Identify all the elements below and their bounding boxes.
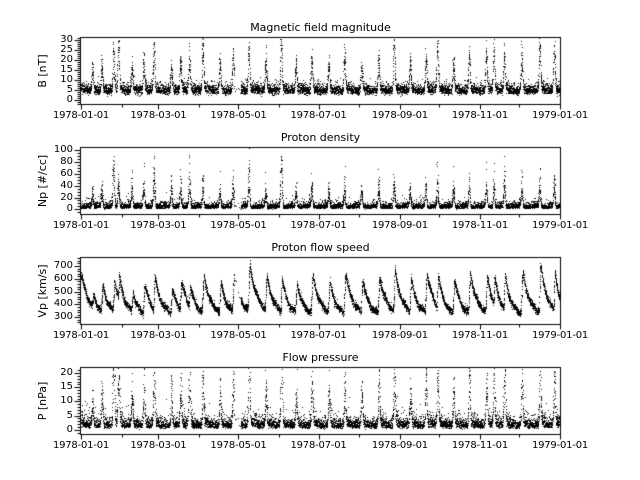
panel-3-x-tick-label: 1978-09-01 [371,330,428,341]
panel-2-y-tick-label: 60 [60,167,73,179]
panel-4-x-tick-label: 1978-01-01 [52,440,110,451]
panel-1-x-tick-label: 1978-09-01 [371,110,428,121]
panel-4-x-tick-label: 1979-01-01 [531,440,589,451]
panel-3-y-tick-label: 300 [53,311,73,323]
panel-1-x-tick-label: 1978-11-01 [451,110,508,121]
panel-3-x-tick-label: 1979-01-01 [531,330,589,341]
panel-3-title: Proton flow speed [271,241,370,254]
panel-4-y-tick-label: 10 [60,395,73,407]
panel-1-y-axis-label: B [nT] [36,54,49,88]
panel-3-y-axis-label: Vp [km/s] [36,264,49,318]
panel-2-x-tick-label: 1979-01-01 [531,220,589,231]
panel-4-y-axis-label: P [nPa] [36,381,49,421]
panel-1-x-tick-label: 1978-01-01 [52,110,110,121]
panel-4-y-tick-label: 20 [60,367,73,379]
panel-2-y-tick-label: 100 [53,144,73,156]
panel-2-x-tick-label: 1978-11-01 [451,220,508,231]
panel-1-y-tick-label: 15 [60,64,73,75]
panel-1-x-tick-label: 1978-05-01 [210,110,267,121]
panel-1-y-tick-label: 0 [66,94,73,105]
panel-3-x-tick-label: 1978-03-01 [130,330,187,341]
panel-1-y-tick-label: 25 [60,44,73,55]
panel-3-y-tick-label: 500 [53,285,73,297]
panel-1-y-tick-label: 30 [60,34,73,45]
panel-2-x-tick-label: 1978-05-01 [210,220,267,231]
panel-2-y-tick-label: 20 [60,191,73,203]
panel-3-x-tick-label: 1978-05-01 [210,330,267,341]
panel-2-x-tick-label: 1978-09-01 [371,220,428,231]
panel-1-x-tick-label: 1978-07-01 [290,110,347,121]
panel-1-y-tick-label: 10 [60,74,73,85]
panel-2-title: Proton density [280,131,361,144]
panel-1-title: Magnetic field magnitude [250,21,391,34]
panel-4-x-tick-label: 1978-05-01 [210,440,267,451]
panel-4-x-tick-label: 1978-09-01 [371,440,428,451]
panel-3-x-tick-label: 1978-01-01 [52,330,110,341]
panel-4-y-tick-label: 15 [60,381,73,393]
panel-4-y-tick-label: 5 [66,409,73,421]
panel-3-y-tick-label: 400 [53,298,73,310]
panel-4-x-tick-label: 1978-07-01 [290,440,347,451]
panel-2-y-tick-label: 80 [60,156,73,168]
panel-1-y-tick-label: 20 [60,54,73,65]
panel-3-y-tick-label: 600 [53,272,73,284]
panel-1-x-tick-label: 1978-03-01 [130,110,187,121]
panel-4-x-tick-label: 1978-03-01 [130,440,187,451]
panel-1-y-tick-label: 5 [66,84,73,95]
panel-2-y-tick-label: 0 [66,203,73,215]
panel-1-x-tick-label: 1979-01-01 [531,110,589,121]
panel-2-y-tick-label: 40 [60,179,73,191]
panel-4-y-tick-label: 0 [66,423,73,435]
panel-2-x-tick-label: 1978-07-01 [290,220,347,231]
panel-4-x-tick-label: 1978-11-01 [451,440,508,451]
panel-2-x-tick-label: 1978-01-01 [52,220,110,231]
panel-3-y-tick-label: 700 [53,259,73,271]
panel-2-x-tick-label: 1978-03-01 [130,220,187,231]
panel-2-y-axis-label: Np [#/cc] [36,154,49,208]
panel-3-x-tick-label: 1978-07-01 [290,330,347,341]
panel-3-x-tick-label: 1978-11-01 [451,330,508,341]
panel-4-title: Flow pressure [282,351,359,364]
